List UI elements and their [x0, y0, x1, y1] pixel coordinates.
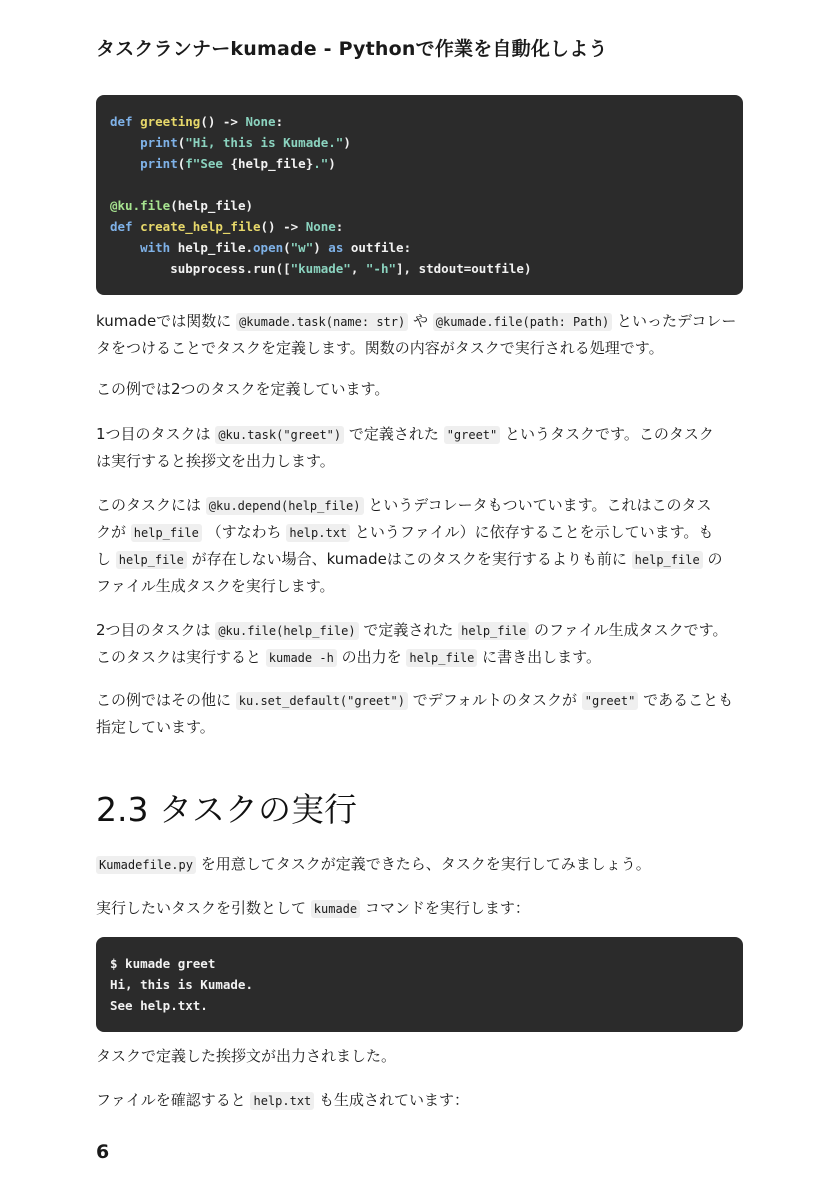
code-token: {help_file} [230, 156, 314, 171]
text-line [96, 573, 748, 600]
inline-code: help_file [406, 649, 477, 667]
code-token: "-h" [365, 261, 397, 276]
para-file-check [96, 1087, 748, 1114]
code-token: outfile: [343, 240, 412, 255]
inline-code: @ku.task("greet") [215, 426, 344, 444]
code-token: () -> [260, 219, 306, 234]
inline-code: @ku.depend(help_file) [206, 497, 364, 515]
text-line [96, 687, 748, 714]
code-token: () -> [200, 114, 246, 129]
code-token [110, 135, 140, 150]
code-line [110, 111, 729, 132]
code-line [110, 258, 729, 279]
inline-code: @ku.file(help_file) [215, 622, 358, 640]
code-token: None [245, 114, 276, 129]
para-depend [96, 492, 748, 600]
text-run: でデフォルトのタスクが [407, 691, 582, 709]
text-line [96, 617, 748, 644]
code-token: create_help_file [140, 219, 261, 234]
para-first-task [96, 421, 748, 475]
text-line [96, 519, 748, 546]
code-token: def [110, 114, 133, 129]
code-token: ( [177, 135, 186, 150]
inline-code: ku.set_default("greet") [236, 692, 408, 710]
text-run: クが [96, 523, 131, 541]
code-line [110, 132, 729, 153]
para-run-command [96, 895, 748, 922]
text-line [96, 546, 748, 573]
code-line [110, 974, 729, 995]
code-block-python [96, 95, 743, 295]
inline-code: help_file [116, 551, 187, 569]
section-heading: 2.3 タスクの実行 [96, 790, 357, 829]
text-run: このタスクには [96, 496, 206, 514]
text-run: コマンドを実行します： [360, 899, 530, 917]
text-line [96, 335, 748, 362]
inline-code: help_file [131, 524, 202, 542]
text-run: や [408, 312, 433, 330]
text-run: の [702, 550, 723, 568]
code-line [110, 953, 729, 974]
inline-code: "greet" [444, 426, 501, 444]
para-two-tasks [96, 376, 748, 403]
code-token: ) [328, 156, 336, 171]
inline-code: @kumade.task(name: str) [236, 313, 408, 331]
code-token: ( [283, 240, 291, 255]
code-token: print [140, 156, 178, 171]
code-token: subprocess.run([ [110, 261, 291, 276]
text-run: というファイル）に依存することを示しています。も [350, 523, 714, 541]
code-block-shell [96, 937, 743, 1032]
code-line [110, 995, 729, 1016]
code-token: greeting [140, 114, 201, 129]
text-run: 実行したいタスクを引数として [96, 899, 311, 917]
text-line [96, 492, 748, 519]
code-token: None [305, 219, 336, 234]
para-decorators [96, 308, 748, 362]
code-token [110, 240, 140, 255]
code-token [133, 114, 141, 129]
code-token: ) [313, 240, 329, 255]
text-run: に書き出します。 [477, 648, 601, 666]
para-default [96, 687, 748, 741]
text-run: というデコレータもついています。これはこのタス [363, 496, 712, 514]
text-line [96, 421, 748, 448]
code-token: "kumade" [290, 261, 351, 276]
text-run: で定義された [344, 425, 444, 443]
text-run: が存在しない場合、kumadeはこのタスクを実行するよりも前に [186, 550, 632, 568]
inline-code: help.txt [250, 1092, 314, 1110]
text-run: （すなわち [201, 523, 287, 541]
text-line [96, 1087, 748, 1114]
text-run: 指定しています。 [96, 718, 215, 736]
code-token: See help.txt. [110, 998, 208, 1013]
code-token: , [350, 261, 366, 276]
text-run: kumadeでは関数に [96, 312, 237, 330]
text-line [96, 448, 748, 475]
code-token: ( [177, 156, 186, 171]
code-token: open [253, 240, 284, 255]
code-token: ." [313, 156, 329, 171]
code-token: as [328, 240, 344, 255]
code-token: f"See [185, 156, 231, 171]
text-run: この例では2つのタスクを定義しています。 [96, 380, 390, 398]
text-run: は実行すると挨拶文を出力します。 [96, 452, 335, 470]
text-run: の出力を [336, 648, 407, 666]
code-token [133, 219, 141, 234]
text-run: このタスクは実行すると [96, 648, 266, 666]
code-token: "w" [290, 240, 314, 255]
code-token: print [140, 135, 178, 150]
para-kumadefile [96, 851, 748, 878]
text-run: であることも [638, 691, 734, 709]
text-line [96, 308, 748, 335]
code-token: help_file. [170, 240, 254, 255]
text-run: この例ではその他に [96, 691, 236, 709]
text-run: 1つ目のタスクは [96, 425, 216, 443]
code-token: "Hi, this is Kumade." [185, 135, 344, 150]
text-run: を用意してタスクが定義できたら、タスクを実行してみましょう。 [195, 855, 651, 873]
inline-code: "greet" [582, 692, 639, 710]
text-run: タスクで定義した挨拶文が出力されました。 [96, 1047, 397, 1065]
para-second-task [96, 617, 748, 671]
inline-code: Kumadefile.py [96, 856, 196, 874]
text-line [96, 895, 748, 922]
code-line [110, 195, 729, 216]
text-run: 2つ目のタスクは [96, 621, 216, 639]
code-line [110, 174, 729, 195]
inline-code: kumade -h [266, 649, 337, 667]
text-run: といったデコレー [612, 312, 737, 330]
text-run: し [96, 550, 116, 568]
code-token [110, 156, 140, 171]
code-line [110, 216, 729, 237]
code-token: @ku.file [110, 198, 171, 213]
code-token: ) [343, 135, 351, 150]
code-token: (help_file) [170, 198, 254, 213]
text-line [96, 644, 748, 671]
inline-code: kumade [311, 900, 360, 918]
text-line [96, 1043, 748, 1070]
text-run: で定義された [358, 621, 459, 639]
para-output [96, 1043, 748, 1070]
text-run: タをつけることでタスクを定義します。関数の内容がタスクで実行される処理です。 [96, 339, 664, 357]
text-run: というタスクです。このタスク [500, 425, 714, 443]
inline-code: help_file [632, 551, 703, 569]
text-line [96, 376, 748, 403]
text-run: ファイルを確認すると [96, 1091, 251, 1109]
code-token: ], stdout=outfile) [396, 261, 532, 276]
code-token: def [110, 219, 133, 234]
code-token: : [335, 219, 344, 234]
code-token: Hi, this is Kumade. [110, 977, 253, 992]
inline-code: help.txt [286, 524, 350, 542]
text-run: のファイル生成タスクです。 [529, 621, 728, 639]
code-line [110, 153, 729, 174]
text-line [96, 851, 748, 878]
code-token: $ kumade greet [110, 956, 216, 971]
code-token: with [140, 240, 171, 255]
code-token: : [275, 114, 284, 129]
code-line [110, 237, 729, 258]
inline-code: help_file [458, 622, 529, 640]
text-line [96, 714, 748, 741]
inline-code: @kumade.file(path: Path) [433, 313, 612, 331]
text-run: も生成されています： [314, 1091, 470, 1109]
page-number: 6 [96, 1141, 110, 1163]
running-header: タスクランナーkumade - Pythonで作業を自動化しよう [96, 38, 608, 60]
text-run: ファイル生成タスクを実行します。 [96, 577, 335, 595]
